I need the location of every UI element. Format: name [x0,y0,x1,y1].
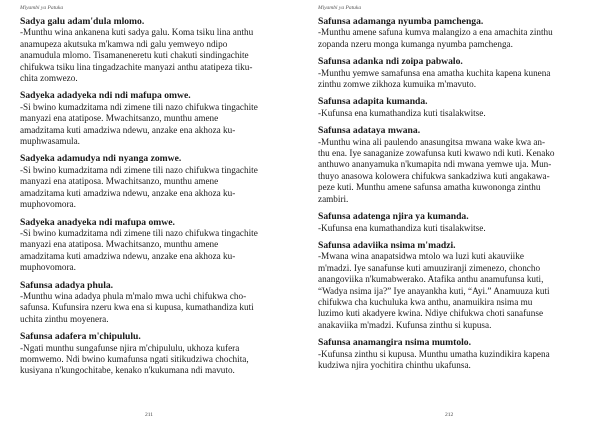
explanation-line: -Munthu wina adadya phula m'malo mwa uchi chifukwa cho- [20,290,247,301]
explanation-line: uchita zinthu moyenera. [20,313,109,324]
proverb-heading: Sadyeka adamudya ndi nyanga zomwe. [20,153,182,165]
explanation-line: kudziwa njira yochitira chinthu ukafunsa. [318,359,471,370]
explanation-line: thu ena. Iye sanaganize zowafunsa kuti kwawo ndi kuti. Kenako [318,148,555,159]
explanation-line: “Wadya nsima ija?” Iye anayankha kuti, “Ayi.” Anamuuza kuti [318,285,550,296]
explanation-line: zopanda nzeru monga kumanga nyumba pamchenga. [318,38,513,49]
explanation-line: -Munthu yemwe samafunsa ena amatha kuchita kapena kunena [318,67,551,78]
explanation-line: -Mwana wina anapatsidwa mtolo wa luzi kuti akauviike [318,251,524,262]
proverb-heading: Safunsa adadya phula. [20,279,114,291]
explanation-line: chifukwa cha kuchuluka kwa anthu, anamuikira nsima mu [318,296,533,307]
explanation-line: -Munthu wina ankanena kuti sadya galu. Koma tsiku lina anthu [20,27,254,38]
explanation-line: -Kufunsa ena kumathandiza kuti tisalakwitse. [318,222,486,233]
explanation-line: kusiyana n'kungochitabe, kenako n'kukumana ndi mavuto. [20,365,235,376]
running-header: Miyambi ya Patuka [318,5,362,11]
proverb-entry [318,337,586,371]
proverb-heading: Safunsa anamangira nsima mumtolo. [318,337,471,349]
explanation-line: chifukwa tsiku lina tingadzachite manyazi anthu atatipeza tiku- [20,61,253,72]
explanation-line: anamudula mlomo. Tisamaneneretu kuti chakuti sindingachite [20,50,249,61]
proverb-heading: Safunsa adamanga nyumba pamchenga. [318,16,484,27]
proverb-heading: Safunsa adanka ndi zoipa pabwalo. [318,56,463,68]
proverb-heading: Safunsa adapita kumanda. [318,96,428,108]
proverb-entry [318,240,586,331]
explanation-line: zambiri. [318,193,349,204]
explanation-line: -Munthu wina ali paulendo anasungitsa mwana wake kwa an- [318,136,546,147]
proverb-entry [20,280,288,326]
explanation-line: safunsa. Kufunsira nzeru kwa ena si kupusa, kumathandiza kuti [20,302,254,313]
proverb-heading: Sadya galu adam'dula mlomo. [20,16,145,27]
proverb-entry [20,153,288,210]
explanation-line: -Si bwino kumadzitama ndi zimene tili nazo chifukwa tingachite [20,164,258,175]
explanation-line: zinthu zomwe zikhoza kumuika m'mavuto. [318,79,477,90]
explanation-line: amadzitama kuti amadziwa ndewu, anzake ena akhoza ku- [20,187,236,198]
page-number: 212 [445,412,454,418]
explanation-line: m'madzi. Iye sanafunse kuti amuuziranji zimenezo, choncho [318,262,541,273]
explanation-line: luzimo kuti akadyere kwina. Ndiye chifukwa choti sanafunse [318,308,544,319]
proverb-entry [318,56,586,90]
explanation-line: anamupeza akutsuka m'kamwa ndi galu yemweyo ndipo [20,38,228,49]
explanation-line: anthuwo ananyamuka n'kumapita ndi mwana yemwe uja. Mun- [318,159,552,170]
explanation-line: muphovomora. [20,199,76,210]
explanation-line: muphwasamula. [20,136,80,147]
explanation-line: -Kufunsa zinthu si kupusa. Munthu umatha kuzindikira kapena [318,348,550,359]
explanation-line: anangoviika n'kumabwerako. Atafika anthu anamufunsa kuti, [318,274,544,285]
explanation-line: manyazi ena atatipose. Mwachitsanzo, munthu amene [20,113,219,124]
explanation-line: manyazi ena atatiposa. Mwachitsanzo, munthu amene [20,239,219,250]
running-header: Miyambi ya Patuka [20,5,64,11]
explanation-line: anakaviika m'madzi. Kufunsa zinthu si kupusa. [318,319,492,330]
explanation-line: manyazi ena atatiposa. Mwachitsanzo, munthu amene [20,176,219,187]
proverb-entry [20,16,288,84]
explanation-line: muphovomora. [20,262,76,273]
explanation-line: momwemo. Ndi bwino kumafunsa ngati sitikudziwa chochita, [20,353,249,364]
page-number: 211 [145,412,154,418]
explanation-line: -Ngati munthu sungafunse njira m'chipululu, ukhoza kufera [20,342,240,353]
proverb-heading: Safunsa adatenga njira ya kumanda. [318,211,469,223]
explanation-line: chita zomwezo. [20,73,78,84]
proverb-entry [318,96,586,119]
left-page [20,0,290,424]
proverb-heading: Safunsa adafera m'chipululu. [20,331,141,343]
explanation-line: peze kuti. Munthu amene safunsa amatha kuwononga zinthu [318,182,541,193]
proverb-heading: Sadyeka adadyeka ndi ndi mafupa omwe. [20,90,191,102]
proverb-entry [20,217,288,274]
proverb-entry [318,211,586,234]
page-content [318,16,586,377]
proverb-entry [20,331,288,377]
explanation-line: -Si bwino kumadzitama ndi zimene tili nazo chifukwa tingachite [20,101,258,112]
proverb-heading: Safunsa adaviika nsima m'madzi. [318,239,456,251]
explanation-line: thuyo anasowa kolowera chifukwa sankadziwa kuti angakawa- [318,170,550,181]
proverb-heading: Sadyeka anadyeka ndi mafupa omwe. [20,216,175,228]
right-page [318,0,588,424]
proverb-heading: Safunsa adataya mwana. [318,125,421,137]
page-content [20,16,288,383]
proverb-entry [318,125,586,205]
proverb-entry [318,16,586,50]
explanation-line: -Munthu amene safuna kumva malangizo a ena amachita zinthu [318,27,553,38]
explanation-line: amadzitama kuti amadziwa ndewu, anzake ena akhoza ku- [20,124,236,135]
explanation-line: -Kufunsa ena kumathandiza kuti tisalakwitse. [318,107,486,118]
explanation-line: -Si bwino kumadzitama ndi zimene tili nazo chifukwa tingachite [20,227,258,238]
proverb-entry [20,90,288,147]
explanation-line: amadzitama kuti amadziwa ndewu, anzake ena akhoza ku- [20,250,236,261]
